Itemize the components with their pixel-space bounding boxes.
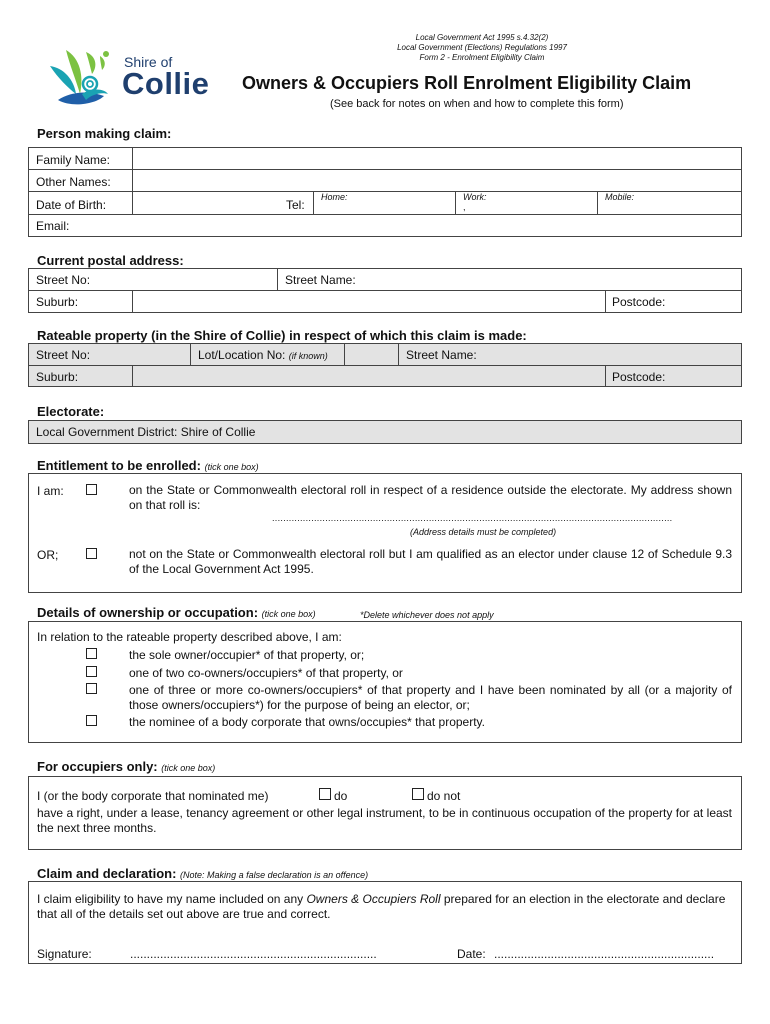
occupiers-do-checkbox[interactable] <box>319 788 331 800</box>
or-label: OR; <box>37 548 59 562</box>
other-names-label: Other Names: <box>36 175 111 189</box>
property-street-no-field[interactable] <box>100 345 189 364</box>
postal-suburb-label: Suburb: <box>36 295 79 309</box>
postal-postcode-label: Postcode: <box>612 295 666 309</box>
work-phone-field[interactable] <box>457 193 596 213</box>
electorate-value: Local Government District: Shire of Collie <box>36 425 256 439</box>
section-heading-entitlement <box>37 458 259 473</box>
occupiers-do-not-checkbox[interactable] <box>412 788 424 800</box>
roll-address-field[interactable] <box>272 505 732 521</box>
occupiers-heading-text: For occupiers only: <box>37 759 158 774</box>
logo-text-line2: Collie <box>122 66 210 101</box>
claim-declaration-text <box>37 892 734 921</box>
occupiers-do-label: do <box>334 789 348 803</box>
ownership-option-4-checkbox[interactable] <box>86 715 97 726</box>
mobile-phone-field[interactable] <box>599 193 741 213</box>
claim-text-b: prepared for an election in the electorate and declare that all of the details set out above are true and correct. <box>37 892 726 921</box>
section-heading-person: Person making claim: <box>37 126 172 141</box>
section-heading-electorate: Electorate: <box>37 404 105 419</box>
shire-logo-mark <box>46 44 126 110</box>
ownership-option-1-text: the sole owner/occupier* of that property, or; <box>129 648 365 662</box>
ownership-heading-text: Details of ownership or occupation: <box>37 605 259 620</box>
family-name-field[interactable] <box>134 149 740 168</box>
email-field[interactable] <box>80 216 740 235</box>
delete-note: *Delete whichever does not apply <box>360 610 494 620</box>
logo-text-line1: Shire of <box>124 54 173 70</box>
home-phone-label: Home: <box>321 192 348 202</box>
claim-note: (Note: Making a false declaration is an offence) <box>180 870 369 880</box>
dob-field[interactable] <box>134 193 279 213</box>
email-label: Email: <box>36 219 70 233</box>
property-street-name-label: Street Name: <box>406 348 477 362</box>
ownership-option-2-checkbox[interactable] <box>86 666 97 677</box>
property-postcode-label: Postcode: <box>612 370 666 384</box>
home-phone-field[interactable] <box>315 193 454 213</box>
property-lot-text: Lot/Location No: <box>198 348 286 362</box>
property-suburb-label: Suburb: <box>36 370 79 384</box>
ownership-option-3-checkbox[interactable] <box>86 683 97 694</box>
section-heading-ownership <box>37 605 316 620</box>
ownership-intro: In relation to the rateable property described above, I am: <box>37 630 342 644</box>
family-name-label: Family Name: <box>36 153 111 167</box>
dob-label: Date of Birth: <box>36 198 107 212</box>
claim-text-emphasis: Owners & Occupiers Roll <box>306 892 441 906</box>
signature-field[interactable] <box>130 938 405 960</box>
section-heading-property: Rateable property (in the Shire of Collie) in respect of which this claim is made: <box>37 328 527 343</box>
ref-line-3: Form 2 - Enrolment Eligibility Claim <box>419 53 545 62</box>
entitlement-option-1-checkbox[interactable] <box>86 484 97 495</box>
section-heading-postal: Current postal address: <box>37 253 184 268</box>
entitlement-option-2-text: not on the State or Commonwealth electoral roll but I am qualified as an elector under clause 12 of Schedule 9.3 of the Local Government Act 1995. <box>129 547 732 576</box>
property-street-name-field[interactable] <box>486 345 740 364</box>
date-field[interactable] <box>494 938 730 960</box>
ownership-option-1-checkbox[interactable] <box>86 648 97 659</box>
property-lot-label <box>198 348 328 363</box>
entitlement-option-2-checkbox[interactable] <box>86 548 97 559</box>
address-dots-line: ............................................................................................................................................... <box>272 513 673 523</box>
postal-postcode-field[interactable] <box>672 292 740 312</box>
postal-street-name-label: Street Name: <box>285 273 356 287</box>
property-postcode-field[interactable] <box>672 367 740 386</box>
ownership-option-3-text: one of three or more co-owners/occupiers* of that property and I have been nominated by all (or a majority of those owners/occupiers*) for the purpose of being an elector, or; <box>129 683 732 712</box>
section-heading-occupiers <box>37 759 215 774</box>
property-suburb-field[interactable] <box>134 367 604 386</box>
postal-street-no-label: Street No: <box>36 273 91 287</box>
i-am-label: I am: <box>37 484 64 498</box>
section-heading-claim <box>37 866 368 881</box>
other-names-field[interactable] <box>134 171 740 190</box>
entitlement-option-1-text: on the State or Commonwealth electoral roll in respect of a residence outside the electorate. My address shown on that roll is: <box>129 483 732 512</box>
property-street-no-label: Street No: <box>36 348 91 362</box>
occupiers-do-not-label: do not <box>427 789 461 803</box>
work-phone-label: Work: <box>463 192 487 202</box>
ownership-option-2-text: one of two co-owners/occupiers* of that property, or <box>129 666 403 680</box>
signature-dots: .......................................................................... <box>130 947 377 961</box>
ref-line-2: Local Government (Elections) Regulations 1997 <box>397 43 567 52</box>
occupiers-line-2: have a right, under a lease, tenancy agreement or other legal instrument, to be in continuous occupation of the property for at least the next three months. <box>37 806 732 835</box>
postal-suburb-field[interactable] <box>134 292 604 312</box>
date-label: Date: <box>457 947 486 961</box>
ownership-option-4-text: the nominee of a body corporate that owns/occupies* that property. <box>129 715 485 729</box>
address-required-note: (Address details must be completed) <box>410 527 557 537</box>
mobile-phone-label: Mobile: <box>605 192 635 202</box>
occupiers-line-1: I (or the body corporate that nominated me) <box>37 789 269 803</box>
work-phone-mark: , <box>463 202 466 212</box>
entitlement-note: (tick one box) <box>204 462 259 472</box>
ref-line-1: Local Government Act 1995 s.4.32(2) <box>415 33 549 42</box>
legislation-refs <box>310 33 654 63</box>
form-subtitle: (See back for notes on when and how to complete this form) <box>330 98 624 110</box>
postal-street-no-field[interactable] <box>100 270 276 289</box>
occupiers-note: (tick one box) <box>161 763 216 773</box>
property-lot-field[interactable] <box>346 345 397 364</box>
shire-logo <box>46 44 232 110</box>
entitlement-heading-text: Entitlement to be enrolled: <box>37 458 201 473</box>
postal-street-name-field[interactable] <box>364 270 740 289</box>
form-title: Owners & Occupiers Roll Enrolment Eligibility Claim <box>242 73 692 93</box>
date-dots: .................................................................. <box>494 947 715 961</box>
signature-label: Signature: <box>37 947 92 961</box>
tel-label: Tel: <box>286 198 305 212</box>
claim-text-a: I claim eligibility to have my name included on any <box>37 892 307 906</box>
claim-heading-text: Claim and declaration: <box>37 866 177 881</box>
ownership-note: (tick one box) <box>261 609 316 619</box>
property-lot-note: (if known) <box>288 351 328 361</box>
